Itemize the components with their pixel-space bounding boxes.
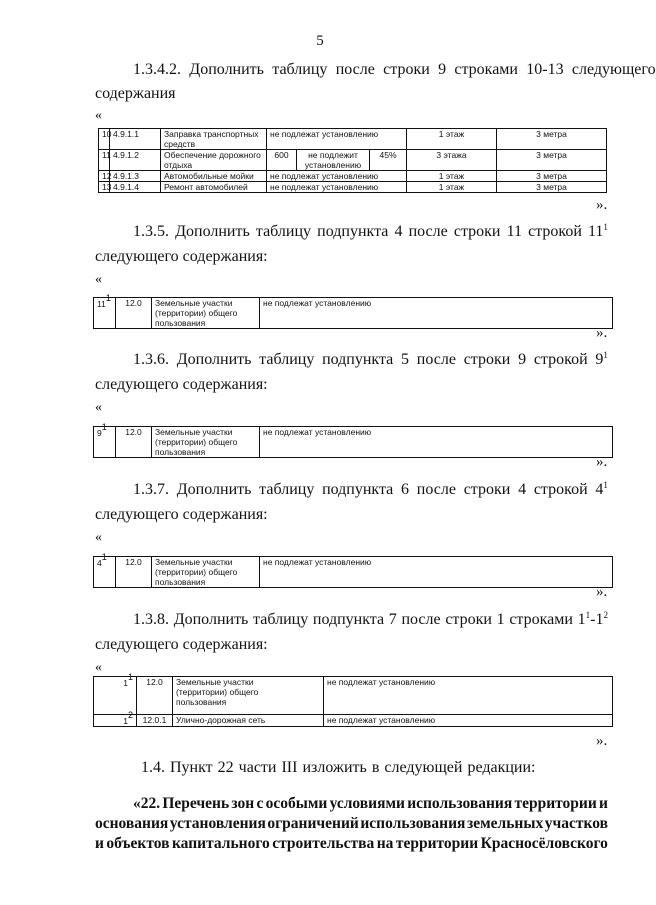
word: таблицу — [253, 611, 309, 628]
cell-number-sup: 1 — [105, 293, 111, 303]
cell-number: 10 — [99, 129, 110, 150]
word: основания — [95, 815, 169, 832]
word: ограничений — [267, 815, 359, 832]
section-1-3-5-line1 — [133, 222, 608, 242]
cell-name: Земельные участки (территории) общего пользования — [152, 298, 260, 329]
cell-code: 4.9.1.2 — [110, 150, 161, 171]
item-22-line1 — [133, 794, 608, 814]
open-quote: « — [95, 272, 102, 287]
cell-value: не подлежат установлению — [267, 182, 407, 193]
table-row — [99, 171, 607, 182]
cell-name: Улично-дорожная сеть — [173, 715, 324, 727]
word: строки — [463, 481, 511, 498]
row-range — [578, 610, 608, 630]
table-1-3-7 — [93, 552, 613, 588]
word: подпункта — [322, 351, 394, 368]
word: строкой — [528, 223, 582, 240]
cell-min-area: 600 — [267, 150, 297, 171]
row-ref-sup: 1 — [603, 222, 608, 232]
cell-max-area: не подлежит установлению — [297, 150, 370, 171]
item-22-line3 — [95, 834, 608, 854]
section-1-3-7-line2: следующего содержания: — [95, 506, 268, 523]
cell-floors: 1 этаж — [407, 182, 497, 193]
word: 4 — [518, 481, 527, 498]
word: Дополнить — [175, 223, 250, 240]
table-row — [99, 150, 607, 171]
range-start: 1 — [577, 611, 586, 628]
cell-name: Заправка транспортных средств — [161, 129, 267, 150]
range-dash: - — [590, 611, 596, 628]
word: строками — [509, 611, 573, 628]
table-row — [94, 677, 613, 715]
item-22-line2 — [95, 814, 608, 834]
cell-value: не подлежат установлению — [267, 129, 407, 150]
close-quote: ». — [596, 454, 608, 470]
cell-value: не подлежат установлению — [260, 298, 613, 329]
cell-height: 3 метра — [497, 129, 607, 150]
cell-code: 12.0 — [116, 557, 152, 588]
cell-number-base: 4 — [97, 558, 102, 568]
section-1-3-4-2-line1 — [133, 60, 656, 80]
open-quote: « — [95, 400, 102, 415]
table-1-3-5 — [93, 293, 613, 329]
cell-height: 3 метра — [497, 182, 607, 193]
word: 1.3.8. — [133, 611, 169, 628]
table-row — [94, 298, 613, 329]
range-end-sup: 2 — [603, 610, 608, 620]
word: после — [416, 351, 456, 368]
word: и — [95, 835, 104, 852]
cell-number-base: 1 — [123, 678, 128, 688]
cell-number-sup: 1 — [127, 672, 133, 682]
cell-code: 12.0.1 — [137, 715, 173, 727]
cell-height: 3 метра — [497, 171, 607, 182]
section-1-3-8-line1 — [133, 610, 608, 630]
word: с — [256, 795, 264, 812]
cell-number — [94, 672, 137, 715]
word: Красносёловского — [480, 835, 608, 852]
table-1-3-4-2 — [98, 128, 607, 193]
close-quote: ». — [596, 325, 608, 341]
word: строки — [453, 223, 501, 240]
table-row — [94, 715, 613, 727]
word: 6 — [401, 481, 410, 498]
row-ref-base: 9 — [595, 351, 604, 368]
word: после — [401, 611, 441, 628]
row-ref-sup: 1 — [603, 350, 608, 360]
cell-value: не подлежат установлению — [324, 677, 613, 715]
word: 9 — [518, 351, 527, 368]
range-end: 1 — [595, 611, 604, 628]
open-quote: « — [95, 530, 102, 545]
word: 11 — [506, 223, 522, 240]
section-1-4-text: 1.4. Пункт 22 части III изложить в следующей редакции: — [141, 759, 536, 776]
cell-number — [94, 710, 137, 727]
word: особыми — [265, 795, 328, 812]
cell-number: 13 — [99, 182, 110, 193]
cell-number-base: 9 — [97, 428, 102, 438]
word: 5 — [401, 351, 410, 368]
word: условиями — [329, 795, 405, 812]
cell-number — [94, 552, 116, 588]
table-row — [99, 129, 607, 150]
word: территории — [395, 835, 479, 852]
cell-floors: 1 этаж — [407, 171, 497, 182]
cell-number: 11 — [99, 150, 110, 171]
cell-name: Земельные участки (территории) общего пользования — [152, 557, 260, 588]
word: и — [599, 795, 608, 812]
cell-name: Ремонт автомобилей — [161, 182, 267, 193]
word: земельных — [466, 815, 544, 832]
close-quote: ». — [596, 197, 608, 213]
word: зон — [231, 795, 255, 812]
word: 7 — [388, 611, 397, 628]
cell-name: Земельные участки (территории) общего пользования — [173, 677, 324, 715]
cell-number — [94, 422, 116, 458]
word: 4 — [394, 223, 403, 240]
cell-number-base: 1 — [123, 716, 128, 726]
word: использования — [407, 795, 513, 812]
word: после — [416, 481, 456, 498]
cell-name: Автомобильные мойки — [161, 171, 267, 182]
close-quote: ». — [596, 584, 608, 600]
table-row — [99, 182, 607, 193]
word: подпункта — [317, 223, 389, 240]
cell-number-sup: 1 — [101, 552, 107, 562]
word: 1.3.6. — [133, 351, 169, 368]
cell-number: 12 — [99, 171, 110, 182]
table-row — [94, 557, 613, 588]
word: таблицу — [259, 481, 315, 498]
cell-height: 3 метра — [497, 150, 607, 171]
word: 1 — [496, 611, 505, 628]
word: участков — [544, 815, 608, 832]
cell-code: 4.9.1.3 — [110, 171, 161, 182]
section-1-3-7-line1 — [133, 480, 608, 500]
word: Дополнить — [176, 351, 252, 368]
word: Перечень — [162, 795, 230, 812]
row-ref-base: 4 — [595, 481, 604, 498]
cell-floors: 3 этажа — [407, 150, 497, 171]
word: Дополнить — [176, 481, 252, 498]
word: строкой — [533, 351, 588, 368]
row-ref — [595, 350, 608, 370]
cell-value: не подлежат установлению — [260, 427, 613, 458]
row-ref — [588, 222, 608, 242]
table-1-3-6 — [93, 422, 613, 458]
word: использования — [360, 815, 466, 832]
word: строки — [463, 351, 511, 368]
section-1-3-6-line1 — [133, 350, 608, 370]
word: строки — [445, 611, 492, 628]
close-quote: ». — [596, 733, 608, 749]
word: объектов — [106, 835, 170, 852]
cell-name: Обеспечение дорожного отдыха — [161, 150, 267, 171]
word: капитального — [171, 835, 270, 852]
row-ref — [595, 480, 608, 500]
cell-value: не подлежат установлению — [267, 171, 407, 182]
cell-number-sup: 1 — [101, 422, 107, 432]
word: 1.3.7. — [133, 481, 169, 498]
cell-number — [94, 293, 116, 329]
cell-value: не подлежат установлению — [324, 715, 613, 727]
section-1-3-8-line2: следующего содержания: — [95, 636, 268, 653]
page-number: 5 — [316, 33, 324, 49]
word: после — [408, 223, 448, 240]
cell-floors: 1 этаж — [407, 129, 497, 150]
cell-code: 12.0 — [116, 427, 152, 458]
cell-name: Земельные участки (территории) общего пользования — [152, 427, 260, 458]
cell-number-base: 11 — [97, 299, 106, 309]
table-row — [94, 427, 613, 458]
cell-code: 4.9.1.4 — [110, 182, 161, 193]
cell-code: 12.0 — [137, 677, 173, 715]
cell-code: 12.0 — [116, 298, 152, 329]
word: установления — [169, 815, 266, 832]
word: территории — [514, 795, 597, 812]
word: подпункта — [322, 481, 394, 498]
word: подпункта — [312, 611, 385, 628]
section-1-3-5-line2: следующего содержания: — [95, 248, 268, 265]
table-1-3-8 — [93, 672, 613, 727]
cell-coverage: 45% — [370, 150, 407, 171]
word: таблицу — [259, 351, 315, 368]
cell-number-sup: 2 — [127, 710, 133, 720]
word: «22. — [133, 795, 161, 812]
cell-value: не подлежат установлению — [260, 557, 613, 588]
section-1-3-4-2-line2: содержания — [95, 85, 176, 102]
word: на — [376, 835, 394, 852]
row-ref-sup: 1 — [603, 480, 608, 490]
word: 1.3.5. — [133, 223, 169, 240]
cell-code: 4.9.1.1 — [110, 129, 161, 150]
word: строительства — [272, 835, 375, 852]
word: Дополнить — [173, 611, 249, 628]
word: таблицу — [255, 223, 312, 240]
word: строкой — [533, 481, 588, 498]
row-ref-base: 11 — [588, 223, 604, 240]
section-1-3-4-2-text: 1.3.4.2. Дополнить таблицу после строки 9 строками 10-13 следующего — [133, 61, 656, 78]
open-quote: « — [95, 660, 102, 675]
section-1-3-6-line2: следующего содержания: — [95, 376, 268, 393]
open-quote: « — [95, 108, 102, 123]
range-start-sup: 1 — [585, 610, 591, 620]
